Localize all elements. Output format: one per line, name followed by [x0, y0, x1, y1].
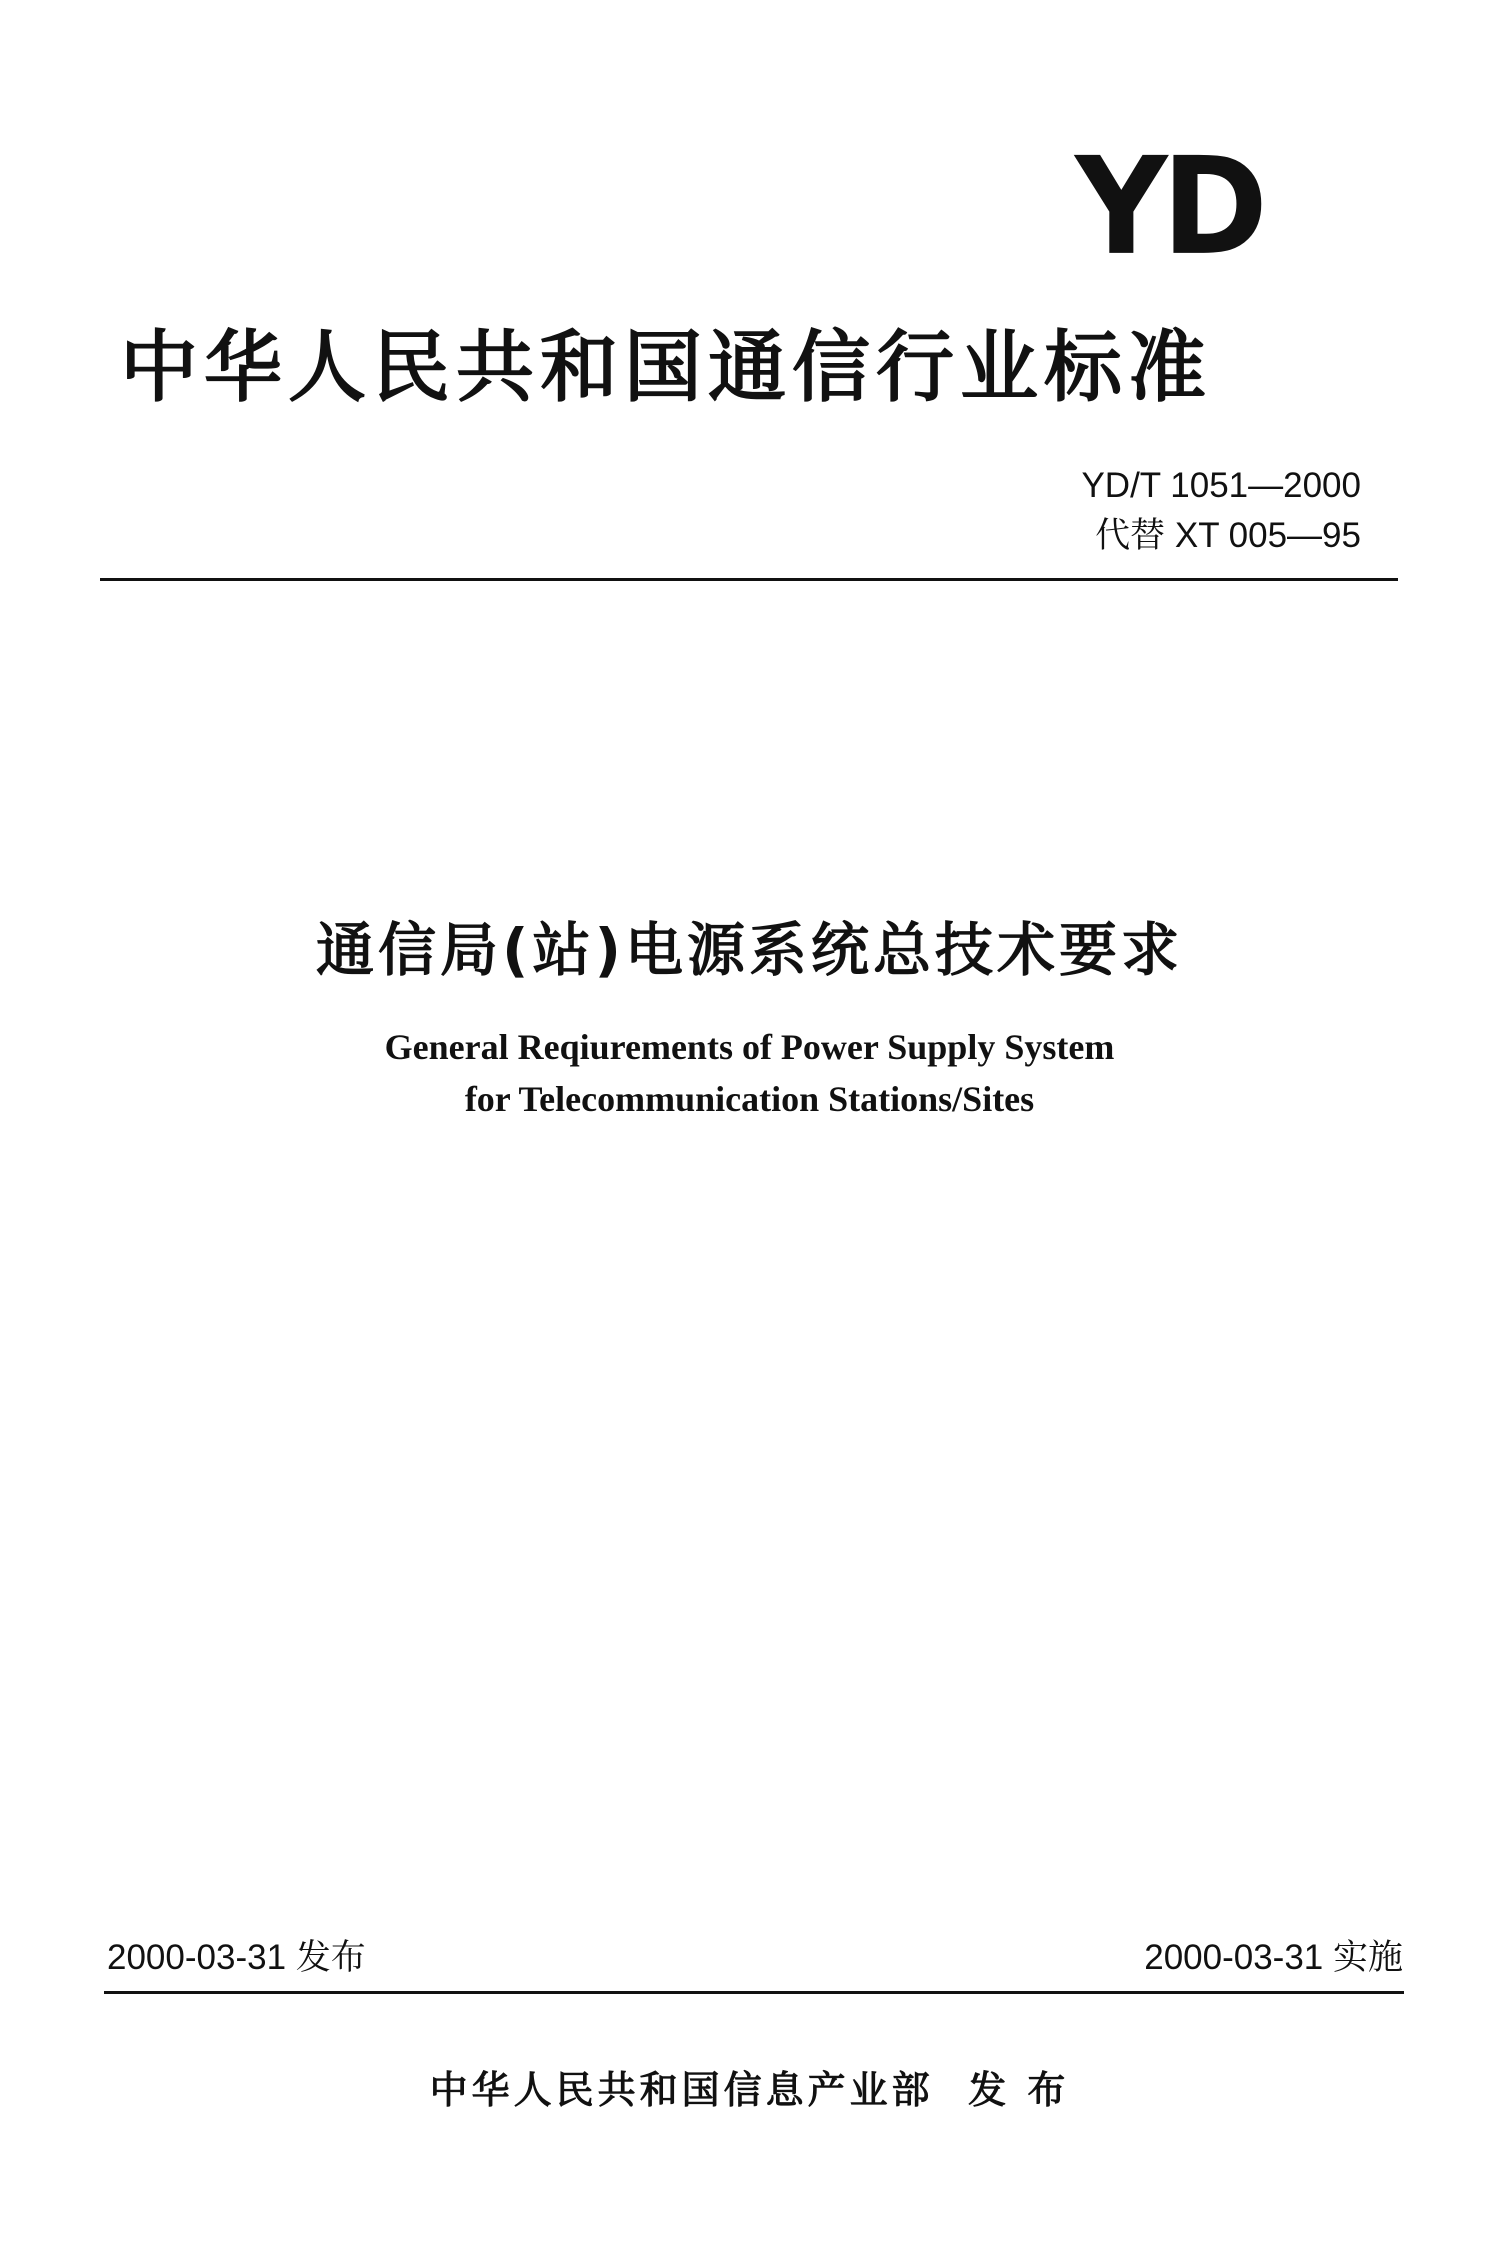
document-title-chinese: 通信局(站)电源系统总技术要求: [315, 916, 1184, 984]
standard-category-title: 中华人民共和国通信行业标准: [120, 323, 1213, 413]
yd-logo: YD: [1075, 129, 1262, 286]
replaced-standard: 代替 XT 005—95: [1095, 516, 1361, 555]
top-divider: [100, 578, 1398, 581]
implementation-date: 2000-03-31 实施: [1144, 1938, 1403, 1977]
bottom-divider: [104, 1991, 1404, 1994]
document-title-english-line-1: General Reqiurements of Power Supply System: [384, 1027, 1115, 1067]
document-title-english-line-2: for Telecommunication Stations/Sites: [464, 1079, 1035, 1119]
issue-date: 2000-03-31 发布: [107, 1938, 366, 1977]
standard-number: YD/T 1051—2000: [1081, 466, 1361, 505]
publisher: 中华人民共和国信息产业部 发 布: [429, 2068, 1070, 2112]
